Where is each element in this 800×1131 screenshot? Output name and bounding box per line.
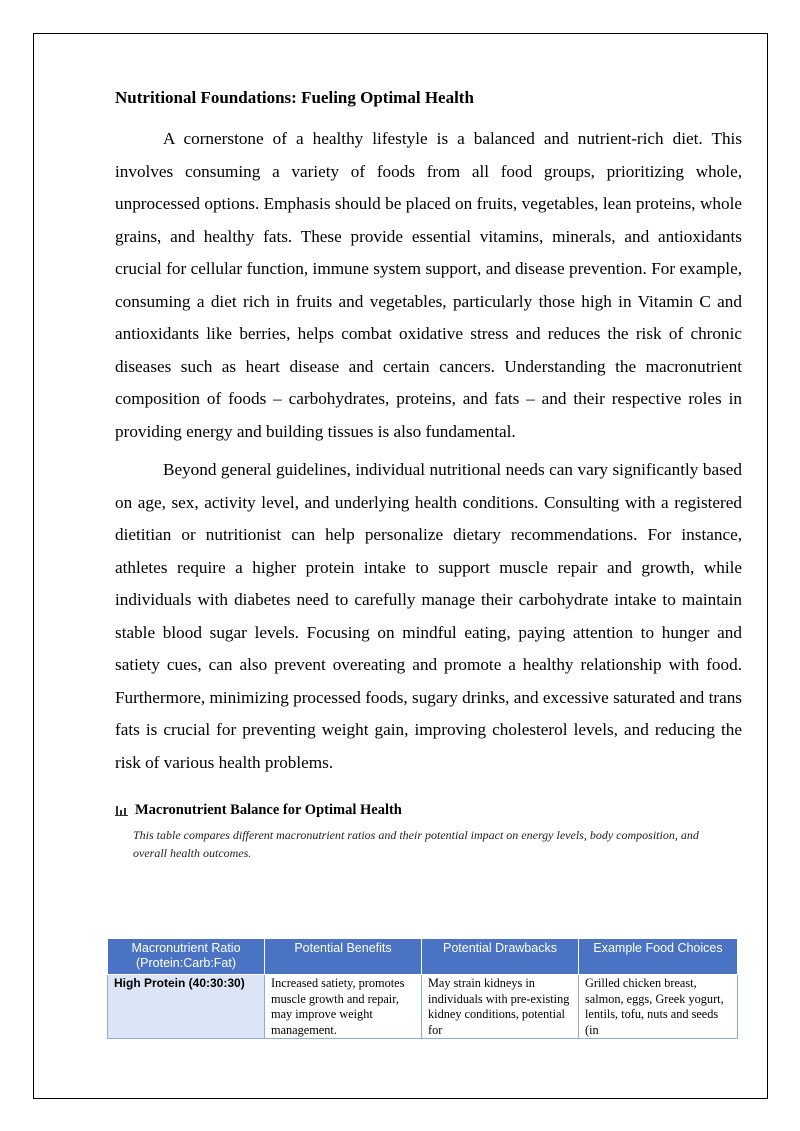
header-benefits: Potential Benefits [265,939,422,975]
cell-foods: Grilled chicken breast, salmon, eggs, Greek yogurt, lentils, tofu, nuts and seeds (in [579,975,738,1039]
table-header-row [108,939,738,975]
bar-chart-icon [115,804,128,816]
section-heading: Nutritional Foundations: Fueling Optimal Health [115,88,474,107]
header-foods: Example Food Choices [579,939,738,975]
cell-ratio: High Protein (40:30:30) [108,975,265,1039]
header-drawbacks: Potential Drawbacks [422,939,579,975]
table-caption: This table compares different macronutrient ratios and their potential impact on energy levels, body composition, and overall health outcomes. [133,828,699,860]
paragraph-1: A cornerstone of a healthy lifestyle is a balanced and nutrient-rich diet. This involves consuming a variety of foods from all food groups, prioritizing whole, unprocessed options. Emphasis should be placed on fruits, vegetables, lean proteins, whole grains, and healthy fats. These provide essential vitamins, minerals, and antioxidants crucial for cellular function, immune system support, and disease prevention. For example, consuming a diet rich in fruits and vegetables, particularly those high in Vitamin C and antioxidants like berries, helps combat oxidative stress and reduces the risk of chronic diseases such as heart disease and certain cancers. Understanding the macronutrient composition of foods – carbohydrates, proteins, and fats – and their respective roles in providing energy and building tissues is also fundamental. [115,129,742,441]
table-row [108,975,738,1039]
cell-drawbacks: May strain kidneys in individuals with pre-existing kidney conditions, potential for [422,975,579,1039]
header-ratio: Macronutrient Ratio (Protein:Carb:Fat) [108,939,265,975]
macronutrient-table [107,938,737,1039]
cell-benefits: Increased satiety, promotes muscle growth and repair, may improve weight management. [265,975,422,1039]
paragraph-2: Beyond general guidelines, individual nutritional needs can vary significantly based on age, sex, activity level, and underlying health conditions. Consulting with a registered dietitian or nutritionist can help personalize dietary recommendations. For instance, athletes require a higher protein intake to support muscle repair and growth, while individuals with diabetes need to carefully manage their carbohydrate intake to maintain stable blood sugar levels. Focusing on mindful eating, paying attention to hunger and satiety cues, can also prevent overeating and promote a healthy relationship with food. Furthermore, minimizing processed foods, sugary drinks, and excessive saturated and trans fats is crucial for preventing weight gain, improving cholesterol levels, and reducing the risk of various health problems. [115,460,742,772]
document-body [115,86,742,866]
table-title [115,800,742,820]
table-title-text: Macronutrient Balance for Optimal Health [135,802,402,818]
